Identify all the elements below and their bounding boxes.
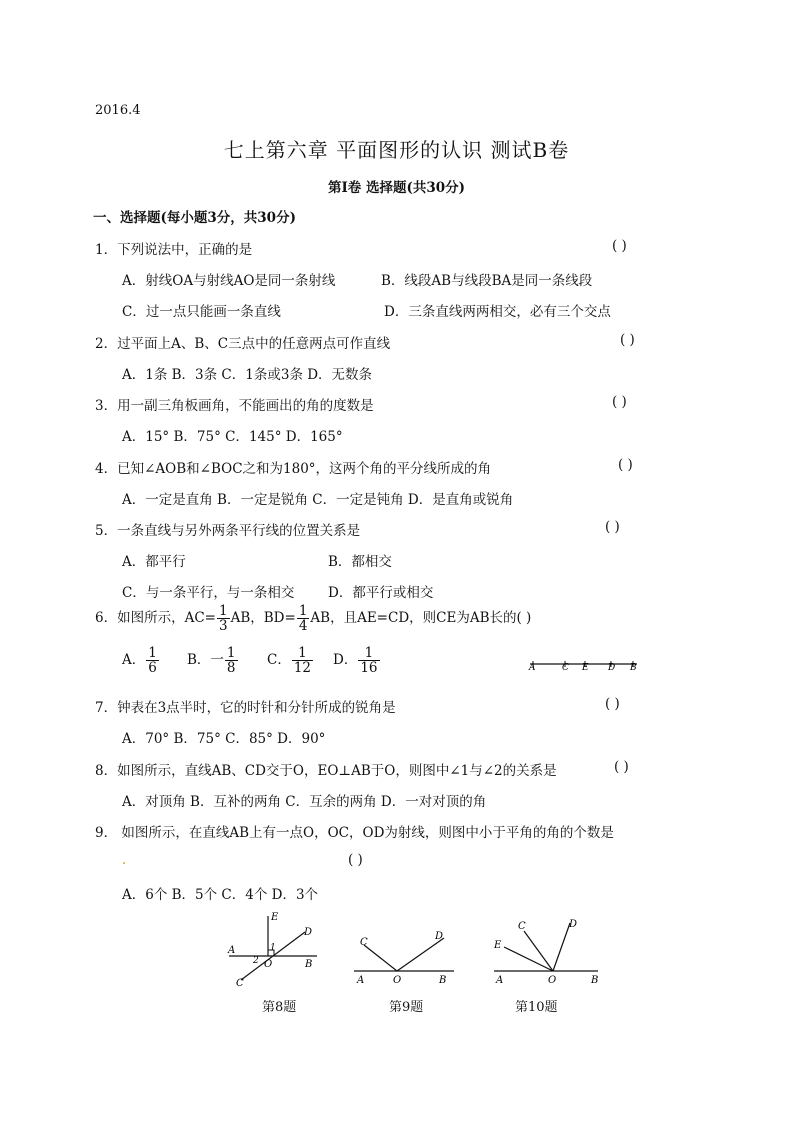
- q6-fraction-c: $\frac{1}{12}$: [293, 645, 312, 677]
- fig9-ray-oc: [364, 945, 397, 971]
- q8-options[interactable]: A．对顶角 B．互补的两角 C．互余的两角 D．一对对顶的角: [122, 794, 487, 810]
- q8-answer-paren[interactable]: ( ): [614, 759, 629, 775]
- fig9-caption: 第9题: [389, 1000, 424, 1015]
- fig8-diagram: [225, 910, 325, 990]
- q6-stem-mid: AB，BD=: [230, 610, 296, 627]
- fig9-label-o: O: [393, 975, 402, 986]
- fig8-label-d: D: [304, 927, 313, 938]
- page-title: 七上第六章 平面图形的认识 测试B卷: [223, 138, 570, 162]
- fig10-label-b: B: [591, 975, 599, 986]
- part-subtitle: 第Ⅰ卷 选择题(共30分): [327, 180, 466, 196]
- fig8-label-a: A: [228, 945, 236, 956]
- q6-stem-post: AB，且AE=CD，则CE为AB长的( ): [310, 610, 532, 627]
- fig10-ray-od: [553, 923, 570, 971]
- q7-stem: 7．钟表在3点半时，它的时针和分针所成的锐角是: [95, 700, 396, 716]
- q3-options[interactable]: A．15° B．75° C．145° D．165°: [122, 429, 343, 445]
- fig8-label-e: E: [271, 912, 279, 923]
- fig10-label-o: O: [548, 975, 557, 986]
- q6-option-c[interactable]: C． $\frac{1}{12}$: [267, 645, 312, 677]
- q7-answer-paren[interactable]: ( ): [605, 696, 620, 712]
- fig9-label-a: A: [357, 975, 365, 986]
- q1-option-d[interactable]: D．三条直线两两相交，必有三个交点: [384, 304, 611, 320]
- fig10-ray-oe: [504, 947, 553, 971]
- q4-options[interactable]: A．一定是直角 B．一定是锐角 C．一定是钝角 D．是直角或锐角: [122, 492, 514, 508]
- q1-option-b[interactable]: B．线段AB与线段BA是同一条线段: [381, 273, 593, 289]
- fig8-label-b: B: [305, 959, 313, 970]
- q2-answer-paren[interactable]: ( ): [620, 332, 635, 348]
- section-title: 一、选择题(每小题3分，共30分): [93, 210, 296, 226]
- q6-option-a[interactable]: A． $\frac{1}{6}$: [122, 645, 157, 677]
- q8-stem: 8．如图所示，直线AB、CD交于O，EO⊥AB于O，则图中∠1与∠2的关系是: [95, 763, 557, 779]
- q6-label-e: E: [582, 663, 589, 673]
- fig9-label-b: B: [439, 975, 447, 986]
- fig8-label-1: 1: [270, 943, 276, 953]
- fig10-ray-oc: [524, 931, 553, 971]
- q6-stem-pre: 6．如图所示，AC=: [95, 610, 216, 627]
- q6-fraction-bd: $\frac{1}{4}$: [298, 603, 308, 635]
- q9-stray-dot: .: [122, 852, 127, 868]
- fig10-label-c: C: [518, 921, 526, 932]
- q2-options[interactable]: A．1条 B．3条 C．1条或3条 D．无数条: [122, 367, 373, 383]
- q6-label-a: A: [529, 663, 536, 673]
- q6-option-b[interactable]: B．一 $\frac{1}{8}$: [187, 645, 236, 677]
- q9-answer-paren[interactable]: ( ): [348, 852, 363, 868]
- q5-stem: 5．一条直线与另外两条平行线的位置关系是: [95, 523, 361, 539]
- fig8-caption: 第8题: [262, 1000, 297, 1015]
- q6-option-d[interactable]: D． $\frac{1}{16}$: [333, 645, 378, 677]
- q3-stem: 3．用一副三角板画角，不能画出的角的度数是: [95, 398, 374, 414]
- q6-label-c: C: [562, 663, 569, 673]
- q3-answer-paren[interactable]: ( ): [612, 394, 627, 410]
- fig8-label-2: 2: [253, 956, 259, 966]
- q9-options[interactable]: A．6个 B．5个 C．4个 D．3个: [122, 887, 319, 903]
- q6-stem: [95, 604, 531, 633]
- fig10-label-d: D: [569, 919, 578, 930]
- q4-answer-paren[interactable]: ( ): [618, 457, 633, 473]
- date-label: 2016.4: [95, 103, 141, 118]
- q7-options[interactable]: A．70° B．75° C．85° D．90°: [122, 731, 326, 747]
- fig10-diagram: [490, 913, 605, 990]
- q5-answer-paren[interactable]: ( ): [605, 519, 620, 535]
- fig8-label-o: O: [264, 959, 273, 970]
- q6-label-b: B: [630, 663, 637, 673]
- q1-option-c[interactable]: C．过一点只能画一条直线: [122, 304, 281, 320]
- q5-option-a[interactable]: A．都平行: [122, 554, 186, 570]
- q1-answer-paren[interactable]: ( ): [612, 238, 627, 254]
- q5-option-c[interactable]: C．与一条平行，与一条相交: [122, 585, 295, 601]
- fig9-ray-od: [397, 938, 444, 971]
- fig10-label-e: E: [494, 940, 502, 951]
- q6-line-figure: [525, 656, 645, 674]
- fig9-label-c: C: [360, 937, 368, 948]
- q4-stem: 4．已知∠AOB和∠BOC之和为180°，这两个角的平分线所成的角: [95, 461, 492, 477]
- q5-option-b[interactable]: B．都相交: [328, 554, 392, 570]
- q2-stem: 2．过平面上A、B、C三点中的任意两点可作直线: [95, 336, 391, 352]
- fig10-caption: 第10题: [515, 1000, 558, 1015]
- q6-fraction-b: $\frac{1}{8}$: [226, 645, 236, 677]
- q5-option-d[interactable]: D．都平行或相交: [328, 585, 434, 601]
- q1-stem: 1．下列说法中，正确的是: [95, 242, 253, 258]
- fig10-label-a: A: [496, 975, 504, 986]
- q9-stem: 9． 如图所示，在直线AB上有一点O，OC，OD为射线，则图中小于平角的角的个数是: [95, 825, 614, 841]
- q6-fraction-a: $\frac{1}{6}$: [148, 645, 157, 677]
- fig9-diagram: [350, 925, 460, 990]
- q6-fraction-ac: $\frac{1}{3}$: [218, 603, 228, 635]
- q1-option-a[interactable]: A．射线OA与射线AO是同一条射线: [122, 273, 336, 289]
- q6-fraction-d: $\frac{1}{16}$: [360, 645, 378, 677]
- fig8-label-c: C: [236, 978, 244, 989]
- fig9-label-d: D: [435, 931, 444, 942]
- q6-label-d: D: [608, 663, 616, 673]
